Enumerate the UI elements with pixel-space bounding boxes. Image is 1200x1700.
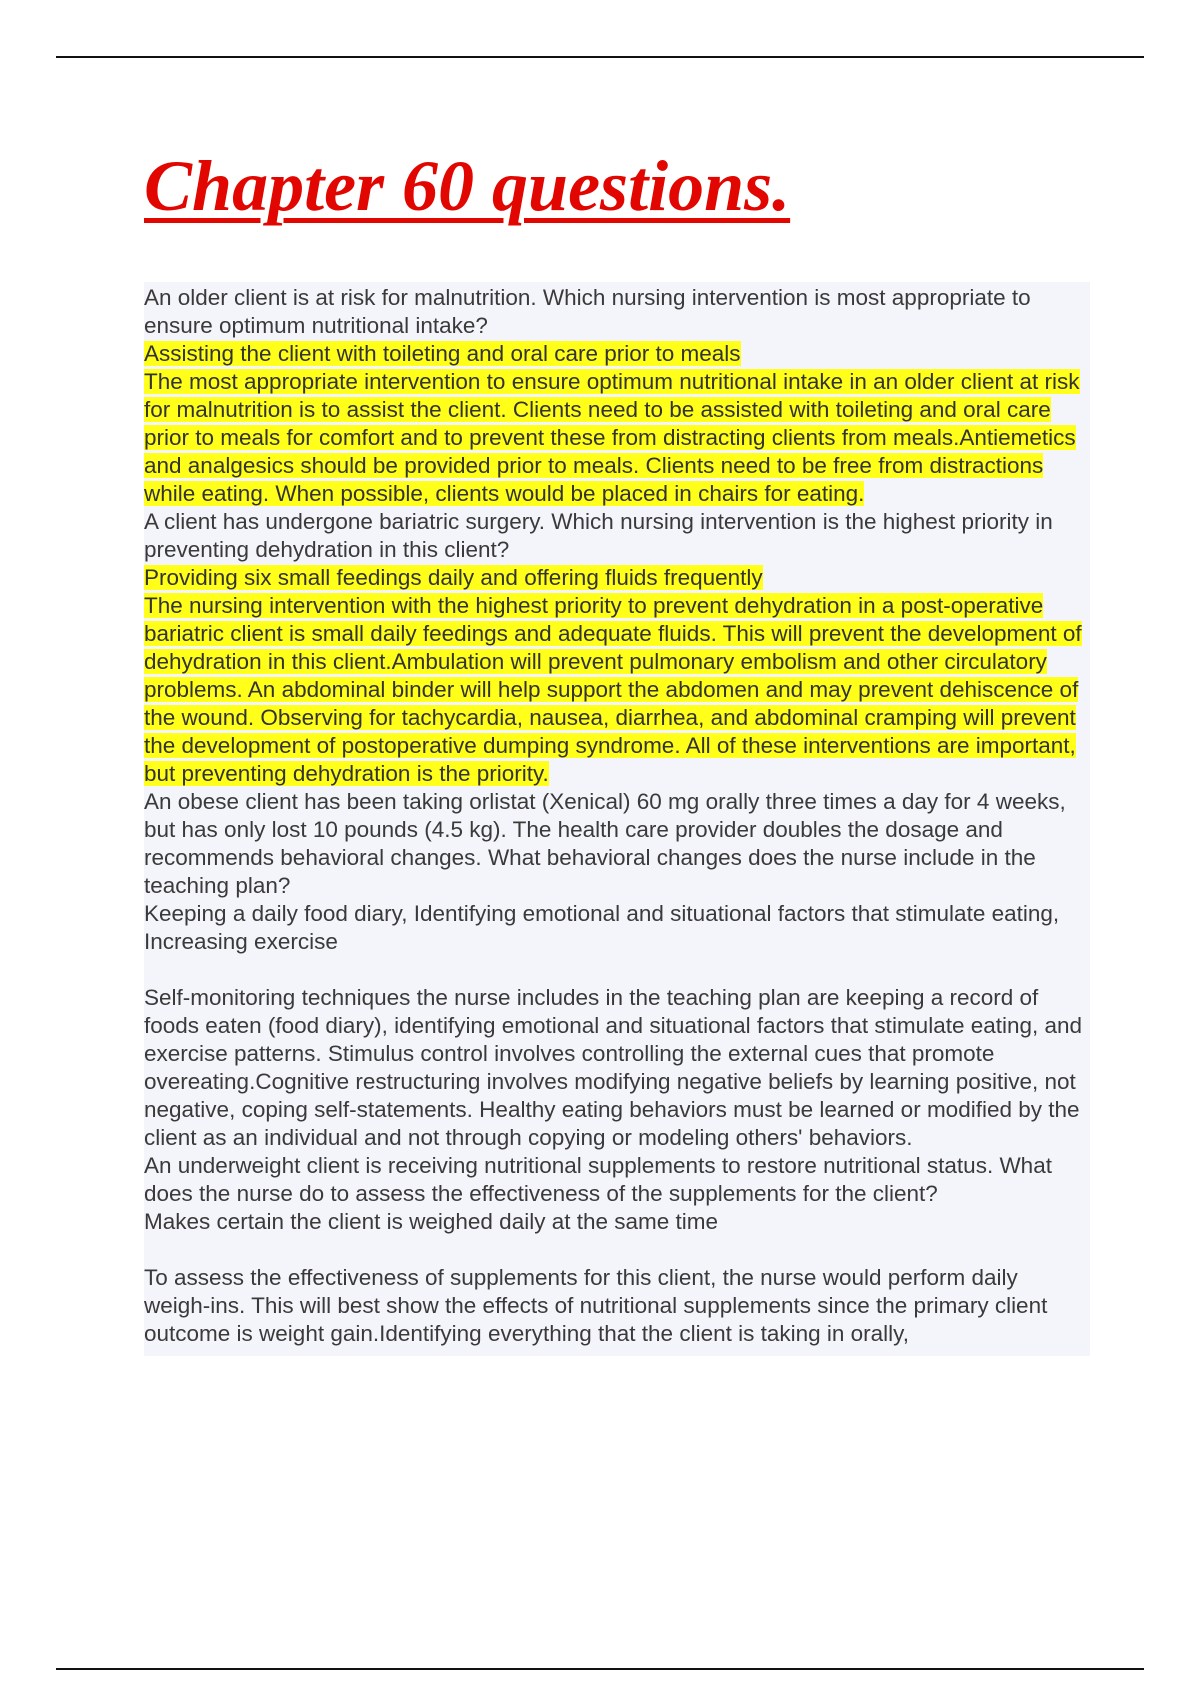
question-4: An underweight client is receiving nutritional supplements to restore nutritional status. What does the nurse do to assess the effectiveness of the supplements for the client?	[144, 1153, 1052, 1206]
paragraph-gap	[144, 1236, 1090, 1264]
rationale-4: To assess the effectiveness of supplements for this client, the nurse would perform daily weigh-ins. This will best show the effects of nutritional supplements since the primary client outcome is weight gain.Identifying everything that the client is taking in orally,	[144, 1265, 1048, 1346]
document-body	[144, 282, 1090, 1356]
rationale-1	[144, 368, 1090, 508]
answer-1-highlight: Assisting the client with toileting and oral care prior to meals	[144, 341, 741, 366]
answer-3: Keeping a daily food diary, Identifying emotional and situational factors that stimulate eating, Increasing exercise	[144, 901, 1060, 954]
answer-1	[144, 340, 1090, 368]
rationale-1-highlight: The most appropriate intervention to ensure optimum nutritional intake in an older client at risk for malnutrition is to assist the client. Clients need to be assisted with toileting and oral care prior to meals for comfort and to prevent these from distracting clients from meals.Antiemetics and analgesics should be provided prior to meals. Clients need to be free from distractions while eating. When possible, clients would be placed in chairs for eating.	[144, 369, 1080, 506]
header-rule	[56, 56, 1144, 58]
answer-2	[144, 564, 1090, 592]
rationale-2	[144, 592, 1090, 788]
question-3: An obese client has been taking orlistat (Xenical) 60 mg orally three times a day for 4 weeks, but has only lost 10 pounds (4.5 kg). The health care provider doubles the dosage and recommends behavioral changes. What behavioral changes does the nurse include in the teaching plan?	[144, 789, 1066, 898]
answer-2-highlight: Providing six small feedings daily and offering fluids frequently	[144, 565, 763, 590]
question-2: A client has undergone bariatric surgery. Which nursing intervention is the highest priority in preventing dehydration in this client?	[144, 509, 1053, 562]
paragraph-gap	[144, 956, 1090, 984]
answer-4: Makes certain the client is weighed daily at the same time	[144, 1209, 719, 1234]
footer-rule	[56, 1668, 1144, 1670]
page-title: Chapter 60 questions.	[144, 146, 791, 226]
question-1: An older client is at risk for malnutrition. Which nursing intervention is most appropriate to ensure optimum nutritional intake?	[144, 285, 1031, 338]
rationale-2-highlight: The nursing intervention with the highest priority to prevent dehydration in a post-operative bariatric client is small daily feedings and adequate fluids. This will prevent the development of dehydration in this client.Ambulation will prevent pulmonary embolism and other circulatory problems. An abdominal binder will help support the abdomen and may prevent dehiscence of the wound. Observing for tachycardia, nausea, diarrhea, and abdominal cramping will prevent the development of postoperative dumping syndrome. All of these interventions are important, but preventing dehydration is the priority.	[144, 593, 1082, 786]
rationale-3: Self-monitoring techniques the nurse includes in the teaching plan are keeping a record of foods eaten (food diary), identifying emotional and situational factors that stimulate eating, and exercise patterns. Stimulus control involves controlling the external cues that promote overeating.Cognitive restructuring involves modifying negative beliefs by learning positive, not negative, coping self-statements. Healthy eating behaviors must be learned or modified by the client as an individual and not through copying or modeling others' behaviors.	[144, 985, 1083, 1150]
